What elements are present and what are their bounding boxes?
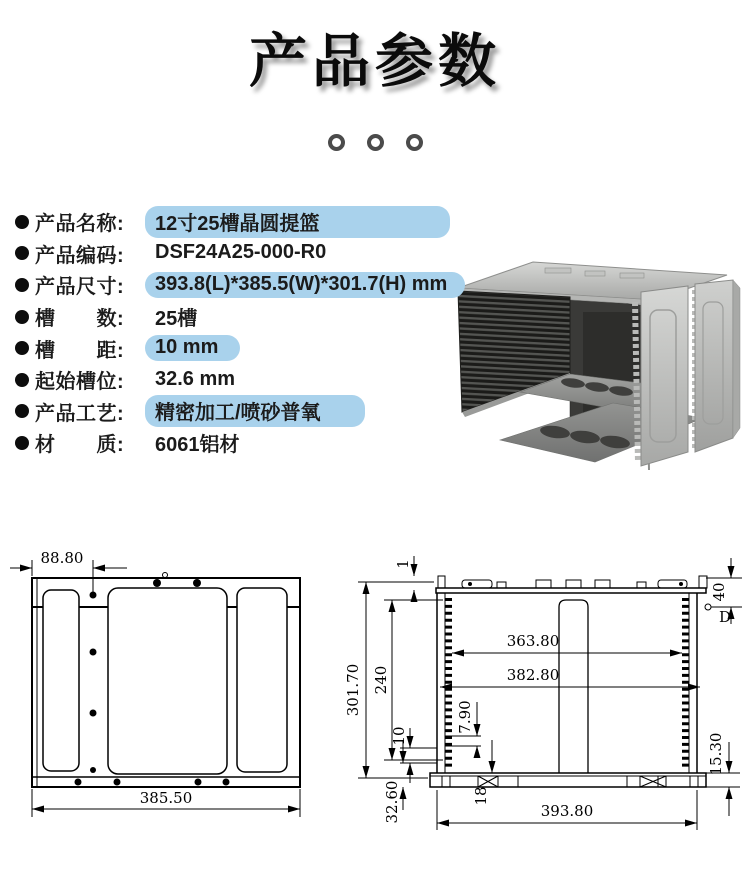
spec-row-process [15, 396, 465, 428]
dim-overall-height: 301.70 [344, 663, 362, 717]
spec-label: 产品编码: [35, 244, 125, 267]
product-photo [445, 240, 745, 485]
technical-drawings [0, 540, 750, 888]
dim-bottom-offset: 32.60 [383, 780, 401, 824]
spec-value: 393.8(L)*385.5(W)*301.7(H) mm [145, 272, 465, 298]
dim-overall-width: 385.50 [139, 789, 193, 807]
dim-top-offset: 40 [710, 582, 728, 602]
spec-row-slot-pitch [15, 332, 465, 364]
spec-value: 6061铝材 [155, 433, 240, 456]
spec-label: 产品工艺: [35, 402, 125, 425]
dim-inner-height: 240 [372, 665, 390, 695]
spec-label: 槽 距: [35, 339, 125, 362]
dim-slot-gap: 10 [390, 726, 408, 746]
spec-value: 25槽 [155, 307, 198, 330]
spec-value: 10 mm [145, 335, 240, 361]
dim-slot-pitch: 7.90 [456, 700, 474, 734]
spec-label: 产品名称: [35, 213, 125, 236]
dim-inner-width: 363.80 [506, 632, 560, 650]
ring-icon [367, 134, 384, 151]
dim-outer-width: 382.80 [506, 666, 560, 684]
spec-row-product-size [15, 269, 465, 301]
front-view-dimensions [344, 559, 731, 823]
hole-dots [75, 579, 230, 786]
dim-overall-width: 393.80 [540, 802, 594, 820]
bullet-icon [15, 341, 29, 355]
dim-base-height: 18 [472, 786, 490, 806]
ornament-rings [0, 134, 750, 151]
bullet-icon [15, 436, 29, 450]
datum-label: D [719, 608, 732, 626]
spec-list [15, 206, 465, 459]
bullet-icon [15, 215, 29, 229]
bullet-icon [15, 310, 29, 324]
ring-icon [406, 134, 423, 151]
page-title: 产品参数 [248, 29, 501, 94]
bullet-icon [15, 404, 29, 418]
spec-row-material [15, 427, 465, 459]
spec-value: 精密加工/喷砂普氧 [145, 395, 365, 427]
bullet-icon [15, 246, 29, 260]
spec-value: 12寸25槽晶圆提篮 [145, 206, 450, 238]
bullet-icon [15, 278, 29, 292]
spec-row-product-code [15, 238, 465, 270]
spec-label: 起始槽位: [35, 371, 125, 394]
dim-plate-thickness: 1 [394, 559, 412, 569]
spec-label: 槽 数: [35, 308, 125, 331]
spec-row-product-name [15, 206, 465, 238]
wafer-cassette-illustration [458, 262, 740, 470]
dim-side-offset: 88.80 [40, 549, 84, 567]
spec-value: 32.6 mm [155, 367, 236, 390]
spec-label: 材 质: [35, 434, 125, 457]
front-view-drawing [358, 556, 742, 830]
top-view-drawing [10, 560, 300, 817]
spec-row-slot-count [15, 301, 465, 333]
ring-icon [328, 134, 345, 151]
spec-row-start-slot [15, 364, 465, 396]
dim-side-offset: 15.30 [707, 732, 725, 776]
spec-label: 产品尺寸: [35, 276, 125, 299]
bullet-icon [15, 373, 29, 387]
spec-value: DSF24A25-000-R0 [155, 241, 327, 264]
